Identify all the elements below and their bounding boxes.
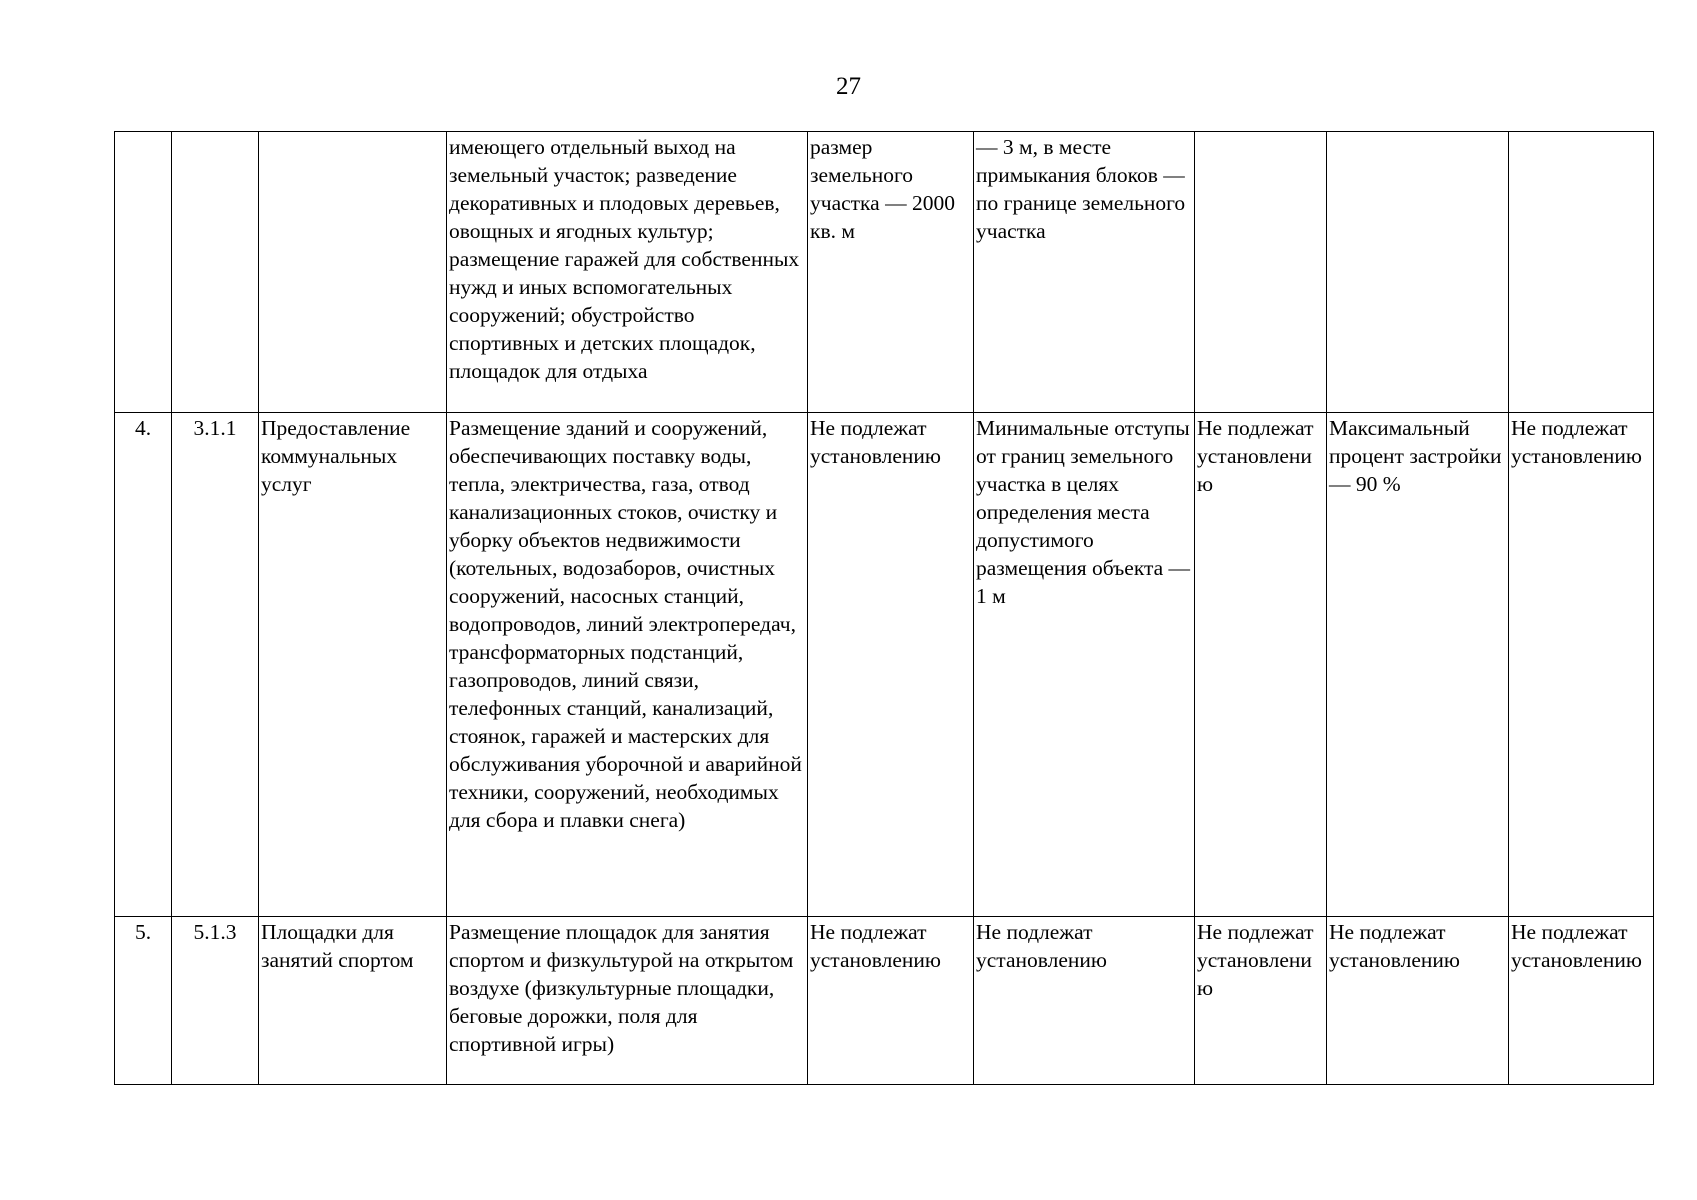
cell-coverage: Не подлежат установлению (1327, 917, 1509, 1085)
cell-coverage (1327, 132, 1509, 413)
cell-extra: Не подлежат установлению (1509, 917, 1654, 1085)
table-row (115, 132, 1654, 413)
cell-number (115, 132, 172, 413)
table-row (115, 413, 1654, 917)
cell-floors: Не подлежат установлению (1195, 917, 1327, 1085)
regulations-table (114, 131, 1654, 1085)
cell-setbacks: Не подлежат установлению (974, 917, 1195, 1085)
cell-name: Площадки для занятий спортом (259, 917, 447, 1085)
cell-number: 4. (115, 413, 172, 917)
cell-code: 3.1.1 (172, 413, 259, 917)
cell-code (172, 132, 259, 413)
cell-code: 5.1.3 (172, 917, 259, 1085)
cell-plot-size: Не подлежат установлению (808, 413, 974, 917)
cell-name (259, 132, 447, 413)
cell-name: Предоставление коммунальных услуг (259, 413, 447, 917)
cell-setbacks: — 3 м, в месте примыкания блоков — по границе земельного участка (974, 132, 1195, 413)
cell-floors (1195, 132, 1327, 413)
cell-coverage: Максимальный процент застройки — 90 % (1327, 413, 1509, 917)
cell-description: имеющего отдельный выход на земельный участок; разведение декоративных и плодовых деревьев, овощных и ягодных культур; размещение гаражей для собственных нужд и иных вспомогательных сооружений; обустройство спортивных и детских площадок, площадок для отдыха (447, 132, 808, 413)
cell-number: 5. (115, 917, 172, 1085)
cell-extra (1509, 132, 1654, 413)
cell-plot-size: Не подлежат установлению (808, 917, 974, 1085)
cell-plot-size: размер земельного участка — 2000 кв. м (808, 132, 974, 413)
cell-floors: Не подлежат установлению (1195, 413, 1327, 917)
cell-setbacks: Минимальные отступы от границ земельного участка в целях определения места допустимого размещения объекта — 1 м (974, 413, 1195, 917)
table-row (115, 917, 1654, 1085)
page-number: 27 (836, 73, 861, 100)
cell-description: Размещение зданий и сооружений, обеспечивающих поставку воды, тепла, электричества, газа, отвод канализационных стоков, очистку и уборку объектов недвижимости (котельных, водозаборов, очистных сооружений, насосных станций, водопроводов, линий электропередач, трансформаторных подстанций, газопроводов, линий связи, телефонных станций, канализаций, стоянок, гаражей и мастерских для обслуживания уборочной и аварийной техники, сооружений, необходимых для сбора и плавки снега) (447, 413, 808, 917)
cell-extra: Не подлежат установлению (1509, 413, 1654, 917)
cell-description: Размещение площадок для занятия спортом и физкультурой на открытом воздухе (физкультурные площадки, беговые дорожки, поля для спортивной игры) (447, 917, 808, 1085)
